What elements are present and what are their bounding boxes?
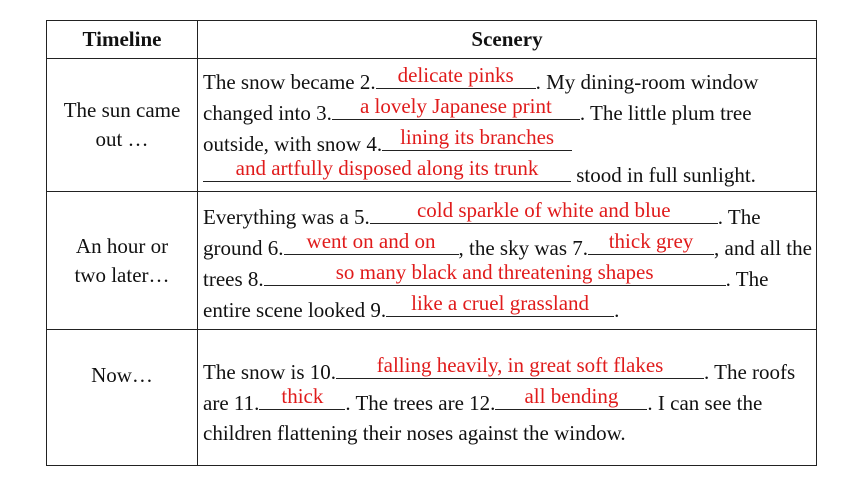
answer-8: so many black and threatening shapes [335,260,654,284]
timeline-cell [47,59,197,191]
text-segment: The snow became 2. [203,70,376,94]
answer-blank-12 [495,384,647,410]
scenery-cell [203,63,815,190]
answer-blank-2 [376,63,536,89]
scenery-table [46,20,817,466]
scenery-cell [203,353,815,448]
text-segment: . My dining-room window changed into 3. [203,70,759,125]
text-segment: . The trees are 12. [345,391,496,415]
answer-blank-7 [588,229,714,255]
answer-blank-4 [382,125,572,151]
answer-7: thick grey [608,229,694,253]
text-segment: stood in full sunlight. [571,163,756,187]
answer-6: went on and on [306,229,436,253]
text-segment: . The roofs are 11. [203,360,796,415]
answer-11: thick [281,384,324,408]
answer-4b: and artfully disposed along its trunk [235,156,539,180]
timeline-cell [47,330,197,420]
header-timeline: Timeline [82,27,162,51]
timeline-text: The sun came out … [63,98,181,151]
answer-10: falling heavily, in great soft flakes [376,353,664,377]
answer-blank-10 [336,353,704,379]
answer-2: delicate pinks [397,63,514,87]
answer-blank-4-cont [203,156,571,182]
answer-12: all bending [524,384,619,408]
text-segment: Everything was a 5. [203,205,370,229]
text-segment: , the sky was 7. [458,236,588,260]
timeline-text: An hour or two later… [74,233,170,287]
answer-blank-3 [332,94,580,120]
text-segment: The snow is 10. [203,360,336,384]
header-scenery: Scenery [471,27,543,51]
answer-blank-9 [386,291,614,317]
column-divider [197,21,198,465]
scenery-cell [203,198,815,325]
text-segment: , and all the trees 8. [203,236,812,291]
text-segment: . [614,298,620,322]
text-segment: . I can see the children flattening their noses against the window. [203,391,763,445]
text-segment: . The ground 6. [203,205,761,260]
answer-4a: lining its branches [400,125,555,149]
text-segment: . The entire scene looked 9. [203,267,769,322]
answer-blank-5 [370,198,718,224]
answer-blank-11 [259,384,345,410]
answer-blank-8 [264,260,726,286]
answer-blank-6 [284,229,459,255]
answer-5: cold sparkle of white and blue [416,198,671,222]
text-segment: . The little plum tree outside, with snow 4. [203,101,752,156]
timeline-cell [47,192,197,329]
timeline-text: Now… [91,362,153,387]
answer-9: like a cruel grassland [411,291,590,315]
answer-3: a lovely Japanese print [359,94,552,118]
